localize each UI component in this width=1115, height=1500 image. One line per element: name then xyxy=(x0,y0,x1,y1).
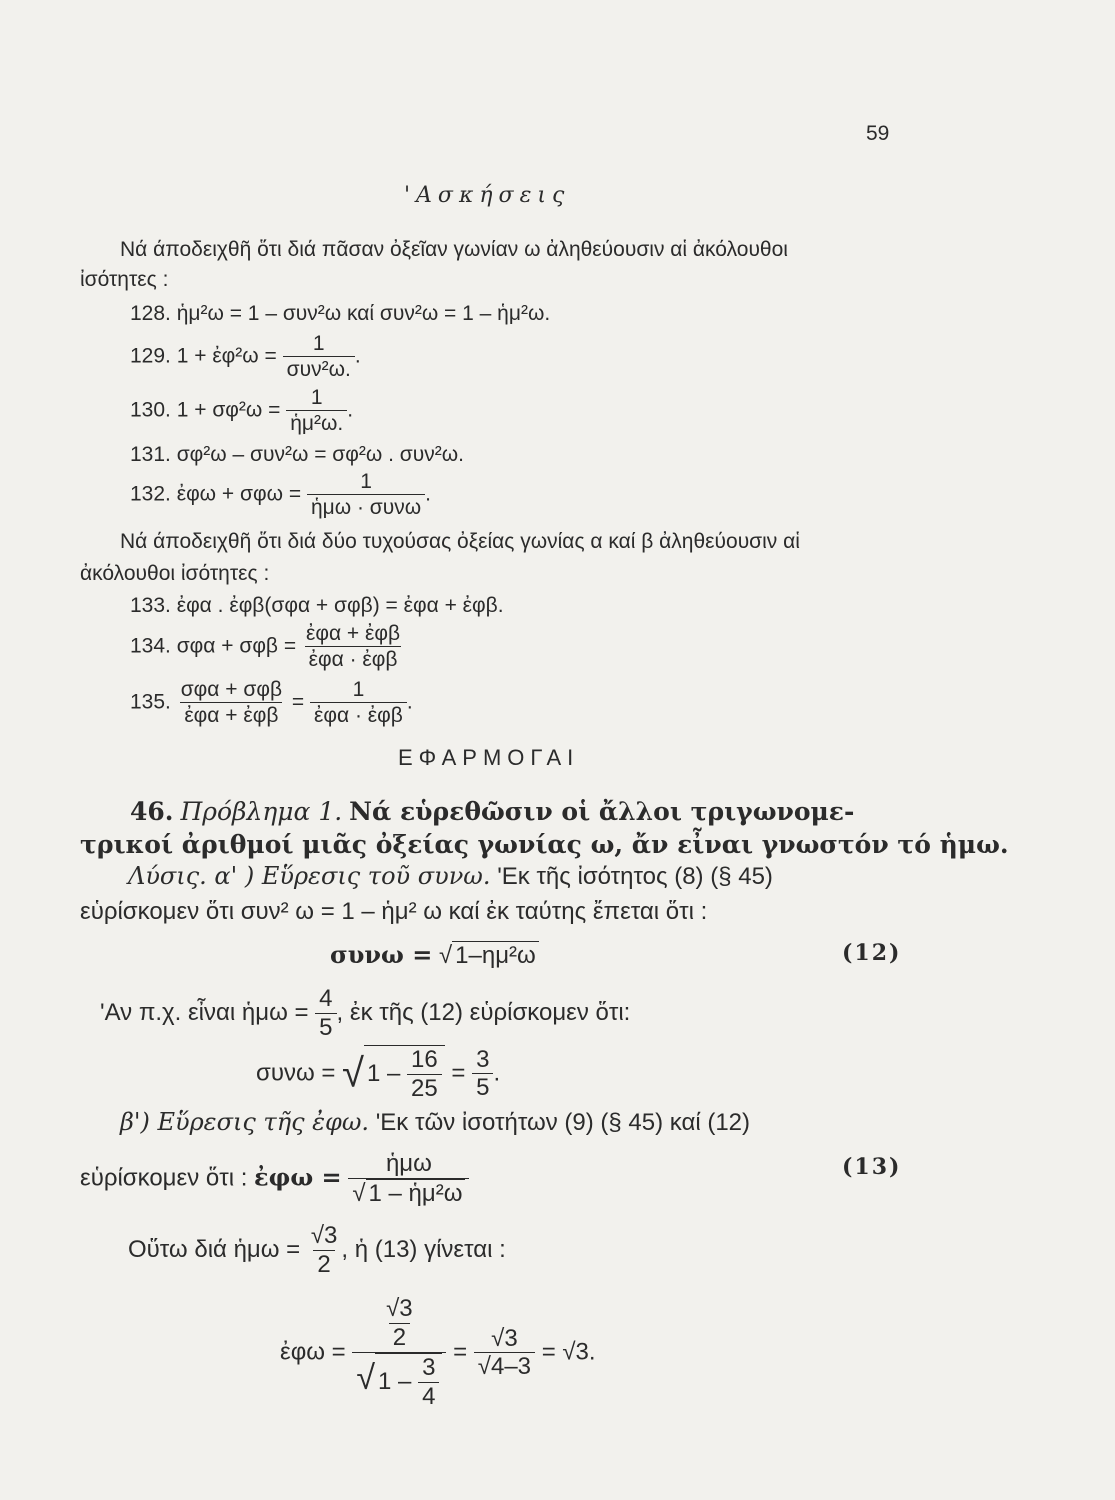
beta-text: 'Εκ τῶν ἰσοτήτων (9) (§ 45) καί (12) xyxy=(375,1109,751,1136)
example-fraction xyxy=(315,985,336,1042)
solution-label: Λύσις. α' ) Εὕρεσις τοῦ συνω. xyxy=(128,862,491,890)
final-lhs: ἐφω = xyxy=(280,1338,346,1366)
outo-line xyxy=(128,1222,506,1279)
exercise-intro-line1: Νά άποδειχθῆ ὅτι διά πᾶσαν ὀξεῖαν γωνίαν ω ἀληθεύουσιν αἱ ἀκόλουθοι xyxy=(120,238,788,261)
section-heading: ΕΦΑΡΜΟΓΑΙ xyxy=(398,745,580,770)
beta-label: β') Εὕρεσις τῆς ἐφω. xyxy=(120,1108,370,1136)
fraction-numerator: 4 xyxy=(319,985,333,1012)
fraction-denominator: √4–3 xyxy=(474,1352,535,1382)
fraction-denominator: 25 xyxy=(407,1074,442,1104)
exercise-131: 131. σφ²ω – συν²ω = σφ²ω . συν²ω. xyxy=(130,443,464,466)
fraction-numerator: σφα + σφβ xyxy=(180,678,283,701)
exercise-130-lhs: 130. 1 + σφ²ω = xyxy=(130,398,281,422)
exercise-129-lhs: 129. 1 + ἐφ²ω = xyxy=(130,344,277,368)
fraction-numerator: 1 xyxy=(312,332,325,355)
problem-46-line1 xyxy=(130,797,854,827)
example-result: συνω = √ 1 – $\frac{16}{25}$ = $\frac{3}{5}$ . xyxy=(256,1045,501,1102)
beta-line xyxy=(120,1108,750,1137)
radical-sign: √ xyxy=(342,1051,364,1096)
exercise-intro-line2: ἰσότητες : xyxy=(80,268,169,291)
exercises-heading: 'Ασκήσεις xyxy=(404,183,571,208)
final-numerator-fraction xyxy=(382,1295,417,1352)
exercise-intro2-line2: ἀκόλουθοι ἰσότητες : xyxy=(80,562,270,585)
radicand-one: 1 – xyxy=(378,1368,412,1396)
equation-13-number: (13) xyxy=(842,1154,902,1180)
fraction-denominator: ἐφα · ἐφβ xyxy=(305,646,402,672)
fraction-denominator: 4 xyxy=(418,1382,439,1412)
fraction-denominator: 2 xyxy=(389,1323,410,1353)
exercise-134-lhs: 134. σφα + σφβ = xyxy=(130,634,297,658)
equation-13-lhs: ἐφω = xyxy=(254,1162,342,1192)
example-result-lhs: συνω = xyxy=(256,1059,336,1087)
exercise-intro2-line1: Νά άποδειχθῆ ὅτι διά δύο τυχούσας ὀξείας γωνίας α καί β ἀληθεύουσιν αἱ xyxy=(120,530,800,553)
fraction-denominator: ἐφα · ἐφβ xyxy=(310,702,407,728)
example-text: 'Αν π.χ. εἶναι ἡμω = xyxy=(100,999,309,1027)
equation-13 xyxy=(80,1150,469,1208)
final-simplified-fraction xyxy=(474,1325,535,1382)
exercise-134 xyxy=(130,622,404,672)
fraction-numerator: 1 xyxy=(352,678,365,701)
final-equation xyxy=(280,1295,596,1412)
problem-label: Πρόβλημα 1. xyxy=(180,797,343,826)
radicand-one: 1 – xyxy=(366,1060,401,1088)
exercise-130-fraction xyxy=(286,386,347,436)
exercise-133: 133. ἐφα . ἐφβ(σφα + σφβ) = ἐφα + ἐφβ. xyxy=(130,594,504,617)
exercise-132-lhs: 132. ἐφω + σφω = xyxy=(130,482,302,506)
exercise-132-fraction xyxy=(307,470,425,520)
radical-sign: √ xyxy=(356,1359,376,1398)
radical-sign: √ xyxy=(439,942,453,969)
outo-text: Οὕτω διά ἡμω = xyxy=(128,1236,301,1264)
fraction-numerator: √3 xyxy=(310,1222,338,1249)
fraction-numerator: 1 xyxy=(310,386,323,409)
final-result: = √3. xyxy=(541,1338,596,1366)
exercise-132: 132. ἐφω + σφω = $\frac{1}{\text{ἡμω · συνω}}$ . xyxy=(130,470,431,520)
fraction-numerator: ἡμω xyxy=(385,1150,432,1177)
exercise-135-fraction-right xyxy=(310,678,407,728)
example-result-fraction xyxy=(472,1046,493,1103)
fraction-numerator: √3 xyxy=(386,1295,413,1322)
fraction-numerator: 3 xyxy=(476,1045,490,1073)
final-big-fraction xyxy=(352,1295,446,1412)
fraction-denominator: √ 1 – ἡμ²ω xyxy=(348,1178,469,1209)
equation-13-radicand: 1 – ἡμ²ω xyxy=(366,1179,466,1209)
fraction-numerator: 3 xyxy=(422,1354,436,1382)
fraction-denominator: ἐφα + ἐφβ xyxy=(180,702,282,728)
fraction-denominator: ἡμω · συνω xyxy=(307,494,425,520)
exercise-135: 135. $\frac{\text{σφα + σφβ}}{\text{ἐφα + ἐφβ}}$ = $\frac{1}{\text{ἐφα · ἐφβ}}$ . xyxy=(130,678,413,728)
exercise-128: 128. ἡμ²ω = 1 – συν²ω καί συν²ω = 1 – ἡμ²ω. xyxy=(130,302,551,325)
exercise-130: 130. 1 + σφ²ω = $\frac{1}{\text{ἡμ²ω.}}$ . xyxy=(130,386,354,436)
equation-12-radicand: 1–ημ²ω xyxy=(452,941,539,970)
equation-13-pretext: εὑρίσκομεν ὅτι : xyxy=(80,1164,248,1192)
example-inner-fraction xyxy=(407,1046,442,1103)
page-number: 59 xyxy=(866,122,890,145)
exercise-134-fraction xyxy=(302,622,404,672)
exercise-129-fraction xyxy=(283,332,355,382)
equation-12-lhs: συνω = xyxy=(330,940,433,969)
problem-statement-part2: τρικοί ἀριθμοί μιᾶς ὀξείας γωνίας ω, ἄν εἶναι γνωστόν τό ἡμω. xyxy=(80,830,1009,859)
solution-line2: εὑρίσκομεν ὅτι συν² ω = 1 – ἡμ² ω καί ἐκ ταύτης ἔπεται ὅτι : xyxy=(80,898,708,925)
fraction-numerator: ἐφα + ἐφβ xyxy=(305,622,401,645)
outo-tail: , ἡ (13) γίνεται : xyxy=(341,1236,506,1264)
fraction-numerator: √3 xyxy=(491,1324,518,1352)
equals-sign: = xyxy=(451,1059,466,1087)
exercise-129: 129. 1 + ἐφ²ω = $\frac{1}{\text{συν²ω.}}$ . xyxy=(130,332,361,382)
solution-text: 'Εκ τῆς ἰσότητος (8) (§ 45) xyxy=(497,863,773,890)
fraction-numerator xyxy=(378,1295,421,1352)
equation-12 xyxy=(330,940,539,970)
fraction-denominator: 2 xyxy=(313,1250,334,1280)
problem-statement-part1: Νά εὑρεθῶσιν οἱ ἄλλοι τριγωνομε- xyxy=(349,797,855,826)
problem-number: 46. xyxy=(130,797,174,826)
fraction-denominator: ἡμ²ω. xyxy=(286,410,347,436)
example-tail: , ἐκ τῆς (12) εὑρίσκομεν ὅτι: xyxy=(336,999,631,1027)
exercise-135-number: 135. xyxy=(130,690,171,714)
fraction-denominator: συν²ω. xyxy=(283,356,355,382)
fraction-numerator: 16 xyxy=(411,1046,438,1073)
fraction-denominator: 5 xyxy=(315,1013,336,1043)
outo-fraction xyxy=(307,1222,342,1279)
final-radicand xyxy=(375,1353,442,1411)
fraction-denominator xyxy=(352,1352,446,1411)
fraction-numerator: 1 xyxy=(360,470,372,493)
equation-12-number: (12) xyxy=(842,940,902,966)
equals-sign: = xyxy=(291,690,305,714)
example-line xyxy=(100,985,630,1042)
example-radicand xyxy=(364,1045,445,1103)
equation-13-fraction xyxy=(348,1150,469,1208)
equals-sign: = xyxy=(453,1338,468,1366)
final-inner-fraction xyxy=(418,1354,439,1411)
solution-line1 xyxy=(128,862,773,891)
fraction-denominator: 5 xyxy=(472,1073,493,1103)
exercise-135-fraction-left xyxy=(177,678,286,728)
